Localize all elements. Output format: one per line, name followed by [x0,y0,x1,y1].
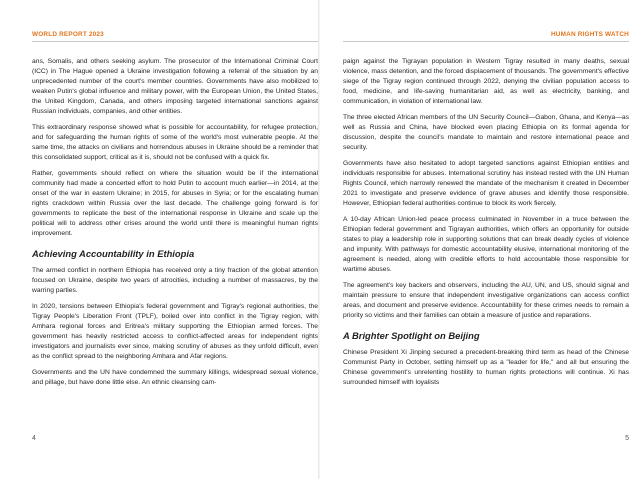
running-head-right: HUMAN RIGHTS WATCH [550,31,629,38]
left-paragraph-3: Rather, governments should reflect on where the situation would be if the international community had made a concerted effort to hold Putin to account much earlier—in 2014, at the onset of the war in eastern Ukraine; in 2015, for abuses in Syria; or for the escalating human rights crackdown within Russia over the last decade. The challenge going forward is for governments to replicate the best of the international response in Ukraine and scale up the political will to address other crises around the world until there is meaningful human rights improvement. [32,170,318,237]
page-number-right: 5 [625,435,629,442]
running-head-left: WORLD REPORT 2023 [32,31,104,38]
section-heading-beijing: A Brighter Spotlight on Beijing [343,330,480,341]
right-paragraph-2: The three elected African members of the UN Security Council—Gabon, Ghana, and Kenya—as well as Russia and China, have blocked even placing Ethiopia on its formal agenda for discussion, despite the council's mandate to maintain and restore international peace and security. [343,114,629,151]
left-paragraph-1: ans, Somalis, and others seeking asylum. The prosecutor of the International Criminal Court (ICC) in The Hague opened a Ukraine investigation following a referral of the situation by an unprecedented number of the court's member countries. Governments have also mobilized to weaken Putin's global influence and military power, with the European Union, the United States, the United Kingdom, Canada, and others imposing targeted international sanctions against Russian individuals, companies, and other entities. [32,58,318,115]
right-paragraph-3: Governments have also hesitated to adopt targeted sanctions against Ethiopian entities and individuals responsible for abuses. International scrutiny has instead rested with the UN Human Rights Council, which narrowly renewed the mandate of the mechanism it created in December 2021 to investigate and preserve evidence of grave abuses and identify those responsible. However, Ethiopian federal authorities continue to block its work fiercely. [343,160,629,207]
right-page [343,0,629,479]
left-paragraph-2: This extraordinary response showed what is possible for accountability, for refugee protection, and for safeguarding the human rights of some of the world's most vulnerable people. At the same time, the attacks on civilians and horrendous abuses in Ukraine should be a reminder that this consolidated support, critical as it is, should not be confused with a quick fix. [32,124,318,161]
left-page [32,0,318,479]
right-paragraph-4: A 10-day African Union-led peace process culminated in November in a truce between the Ethiopian federal government and Tigrayan authorities, which offers an opportunity for outside states to play a leadership role in supporting solutions that can break deadly cycles of violence and impunity. With pathways for domestic accountability elusive, international monitoring of the agreement is needed, along with credible efforts to hold accountable those responsible for wartime abuses. [343,216,629,273]
left-paragraph-5: In 2020, tensions between Ethiopia's federal government and Tigray's regional authorities, the Tigray People's Liberation Front (TPLF), boiled over into conflict in the Tigray region, with Amhara regional forces and Eritrea's military supporting the Ethiopian armed forces. The government has heavily restricted access to conflict-affected areas for independent rights investigators and journalists ever since, making scrutiny of abuses as they unfold difficult, even as the conflict spread to the neighboring Amhara and Afar regions. [32,303,318,360]
page-number-left: 4 [32,435,36,442]
right-paragraph-1: paign against the Tigrayan population in Western Tigray resulted in many deaths, sexual violence, mass detention, and the forced displacement of thousands. The government's effective siege of the Tigray region continued through 2022, denying the civilian population access to food, medicine, and life-saving humanitarian aid, as well as electricity, banking, and communication, in violation of international law. [343,58,629,105]
right-paragraph-6: Chinese President Xi Jinping secured a precedent-breaking third term as head of the Chinese Communist Party in October, setting himself up as a "leader for life," and all but ensuring the Chinese government's unrelenting hostility to human rights protections will continue. Xi has surrounded himself with loyalists [343,349,629,386]
page-gutter [318,0,320,479]
header-rule-right [343,41,629,42]
left-paragraph-4: The armed conflict in northern Ethiopia has received only a tiny fraction of the global attention focused on Ukraine, despite two years of atrocities, including a number of massacres, by the warring parties. [32,267,318,294]
header-rule-left [32,41,318,42]
right-page-body [343,57,629,394]
left-page-body [32,57,318,394]
left-paragraph-6: Governments and the UN have condemned the summary killings, widespread sexual violence, and pillage, but have done little else. An ethnic cleansing cam- [32,369,318,386]
right-paragraph-5: The agreement's key backers and observers, including the AU, UN, and US, should signal and maintain pressure to ensure that independent investigative organizations can access conflict areas, and document and preserve evidence. Accountability for these crimes needs to remain a priority so victims and their families can obtain a measure of justice and reparations. [343,282,629,319]
section-heading-ethiopia: Achieving Accountability in Ethiopia [32,248,195,259]
